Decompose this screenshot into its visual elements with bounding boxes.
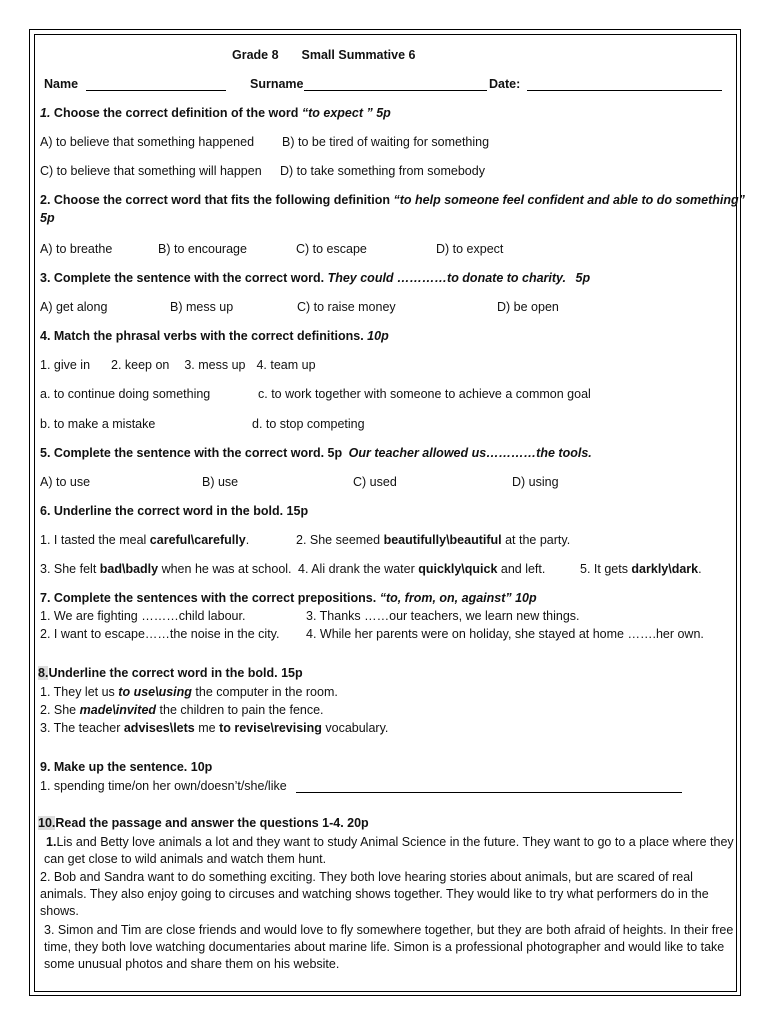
q6-s1-text: 1. I tasted the meal — [40, 533, 150, 547]
question-3 — [40, 271, 590, 285]
q9-answer-blank[interactable] — [296, 780, 682, 793]
q8-s3-mid: me — [194, 721, 220, 735]
q8-sentence-1 — [40, 685, 338, 699]
q7-prepositions: “to, from, on, against” 10p — [379, 591, 537, 605]
q9-sentence-1 — [40, 779, 682, 793]
q7-sentence-3[interactable]: 3. Thanks ……our teachers, we learn new things. — [306, 609, 580, 623]
q6-s4-end: and left. — [497, 562, 546, 576]
q3-option-d[interactable]: D) be open — [497, 300, 559, 314]
q5-sentence: Our teacher allowed us…………the tools. — [348, 446, 592, 460]
q8-s3-choice-1[interactable]: advises\lets — [123, 721, 195, 735]
q8-s2-text: 2. She — [40, 703, 80, 717]
surname-field[interactable] — [250, 77, 487, 91]
q10-number: 10. — [38, 816, 56, 830]
q4-verb-4[interactable]: 4. team up — [256, 358, 316, 372]
question-7 — [40, 591, 537, 605]
question-10 — [38, 816, 369, 830]
q8-s3-choice-2[interactable]: to revise\revising — [219, 721, 322, 735]
surname-blank[interactable] — [304, 78, 487, 91]
q7-sentence-1[interactable]: 1. We are fighting ………child labour. — [40, 609, 246, 623]
q3-points: 5p — [575, 271, 591, 285]
q6-sentence-4 — [298, 562, 545, 576]
q10-passage-1 — [40, 834, 740, 868]
q6-sentence-2 — [296, 533, 570, 547]
q1-word: “to expect ” — [301, 106, 373, 120]
q4-verbs — [40, 358, 316, 372]
question-1 — [40, 106, 391, 120]
q3-option-a[interactable]: A) get along — [40, 300, 108, 314]
q8-s3-end: vocabulary. — [321, 721, 389, 735]
q2-option-c[interactable]: C) to escape — [296, 242, 367, 256]
q8-sentence-2 — [40, 703, 324, 717]
question-8 — [38, 666, 303, 680]
q10-passage-2: 2. Bob and Sandra want to do something exciting. They both love hearing stories about animals, but are scared of real animals. They also enjoy going to circuses and watching shows together. They would like to try what performers do in the shows. — [40, 870, 709, 918]
q8-s1-end: the computer in the room. — [191, 685, 338, 699]
q6-s2-text: 2. She seemed — [296, 533, 384, 547]
q5-prompt: 5. Complete the sentence with the correct word. 5p — [40, 446, 343, 460]
q6-s5-text: 5. It gets — [580, 562, 632, 576]
q6-s3-end: when he was at school. — [158, 562, 292, 576]
q7-sentence-4[interactable]: 4. While her parents were on holiday, she stayed at home …….her own. — [306, 627, 704, 641]
question-5 — [40, 446, 592, 460]
q2-definition: “to help someone feel confident and able to do something” — [393, 193, 745, 207]
q2-option-d[interactable]: D) to expect — [436, 242, 504, 256]
date-blank[interactable] — [527, 78, 722, 91]
date-field[interactable] — [489, 77, 722, 91]
q1-points: 5p — [376, 106, 391, 120]
q6-s5-end: . — [698, 562, 702, 576]
q3-sentence: They could …………to donate to charity. — [327, 271, 567, 285]
q3-option-c[interactable]: C) to raise money — [297, 300, 396, 314]
q8-s1-text: 1. They let us — [40, 685, 119, 699]
q8-prompt: Underline the correct word in the bold. 15p — [48, 666, 303, 680]
q10-p1-number: 1. — [46, 835, 57, 849]
q4-definition-b[interactable]: b. to make a mistake — [40, 417, 156, 431]
q6-s4-choice[interactable]: quickly\quick — [418, 562, 498, 576]
page-title — [232, 48, 415, 62]
q4-verb-2[interactable]: 2. keep on — [111, 358, 170, 372]
q4-verb-1[interactable]: 1. give in — [40, 358, 91, 372]
name-label: Name — [44, 77, 79, 91]
q4-verb-3[interactable]: 3. mess up — [184, 358, 246, 372]
question-2 — [40, 193, 745, 207]
q8-s2-end: the children to pain the fence. — [156, 703, 324, 717]
q6-s1-choice[interactable]: careful\carefully — [149, 533, 246, 547]
surname-label: Surname — [250, 77, 304, 91]
q6-sentence-3 — [40, 562, 292, 576]
q6-s4-text: 4. Ali drank the water — [298, 562, 419, 576]
q1-option-b[interactable]: B) to be tired of waiting for something — [282, 135, 490, 149]
q8-number: 8. — [38, 666, 49, 680]
q1-option-c[interactable]: C) to believe that something will happen — [40, 164, 262, 178]
name-field[interactable] — [44, 77, 226, 91]
q6-s2-choice[interactable]: beautifully\beautiful — [383, 533, 502, 547]
q1-prompt: Choose the correct definition of the word — [53, 106, 299, 120]
q8-s3-text: 3. The teacher — [40, 721, 124, 735]
q5-option-c[interactable]: C) used — [353, 475, 397, 489]
q8-s1-choice[interactable]: to use\using — [118, 685, 192, 699]
q1-option-d[interactable]: D) to take something from somebody — [280, 164, 485, 178]
date-label: Date: — [489, 77, 521, 91]
q1-number: 1. — [40, 106, 51, 120]
q2-prompt: 2. Choose the correct word that fits the following definition — [40, 193, 391, 207]
question-9: 9. Make up the sentence. 10p — [40, 760, 213, 774]
q4-points: 10p — [367, 329, 389, 343]
q6-s3-choice[interactable]: bad\badly — [99, 562, 159, 576]
q7-prompt: 7. Complete the sentences with the correct prepositions. — [40, 591, 377, 605]
q2-points: 5p — [40, 211, 55, 225]
q6-sentence-5 — [580, 562, 702, 576]
q3-option-b[interactable]: B) mess up — [170, 300, 234, 314]
q6-s1-end: . — [245, 533, 250, 547]
question-4 — [40, 329, 389, 343]
q2-option-a[interactable]: A) to breathe — [40, 242, 113, 256]
q6-s5-choice[interactable]: darkly\dark — [631, 562, 699, 576]
q6-sentence-1 — [40, 533, 249, 547]
q4-definition-a[interactable]: a. to continue doing something — [40, 387, 211, 401]
q9-prompt-words: 1. spending time/on her own/doesn’t/she/like — [40, 779, 287, 793]
q5-option-a[interactable]: A) to use — [40, 475, 91, 489]
q3-prompt: 3. Complete the sentence with the correct word. — [40, 271, 325, 285]
q4-prompt: 4. Match the phrasal verbs with the correct definitions. — [40, 329, 364, 343]
test-title: Small Summative 6 — [301, 48, 416, 62]
q2-option-b[interactable]: B) to encourage — [158, 242, 247, 256]
q10-prompt: Read the passage and answer the questions 1-4. 20p — [55, 816, 369, 830]
q8-sentence-3 — [40, 721, 388, 735]
q5-option-d[interactable]: D) using — [512, 475, 559, 489]
name-blank[interactable] — [86, 78, 226, 91]
q6-s3-text: 3. She felt — [40, 562, 100, 576]
q8-s2-choice[interactable]: made\invited — [79, 703, 157, 717]
q5-option-b[interactable]: B) use — [202, 475, 239, 489]
question-6: 6. Underline the correct word in the bold. 15p — [40, 504, 309, 518]
q10-passage-3: 3. Simon and Tim are close friends and would love to fly somewhere together, but they are both afraid of heights. In their free time, they both love watching documentaries about marine life. Simon is a professional photographer and would like to take some unusual photos and share them on his website. — [44, 923, 734, 971]
grade-label: Grade 8 — [232, 48, 279, 62]
q6-s2-end: at the party. — [501, 533, 571, 547]
q1-option-a[interactable]: A) to believe that something happened — [40, 135, 255, 149]
q7-sentence-2[interactable]: 2. I want to escape……the noise in the city. — [40, 627, 280, 641]
q4-definition-c[interactable]: c. to work together with someone to achieve a common goal — [258, 387, 591, 401]
q4-definition-d[interactable]: d. to stop competing — [252, 417, 365, 431]
q10-p1-text: Lis and Betty love animals a lot and they want to study Animal Science in the future. They want to go to a place where they can get close to wild animals and watch them hunt. — [44, 835, 734, 866]
